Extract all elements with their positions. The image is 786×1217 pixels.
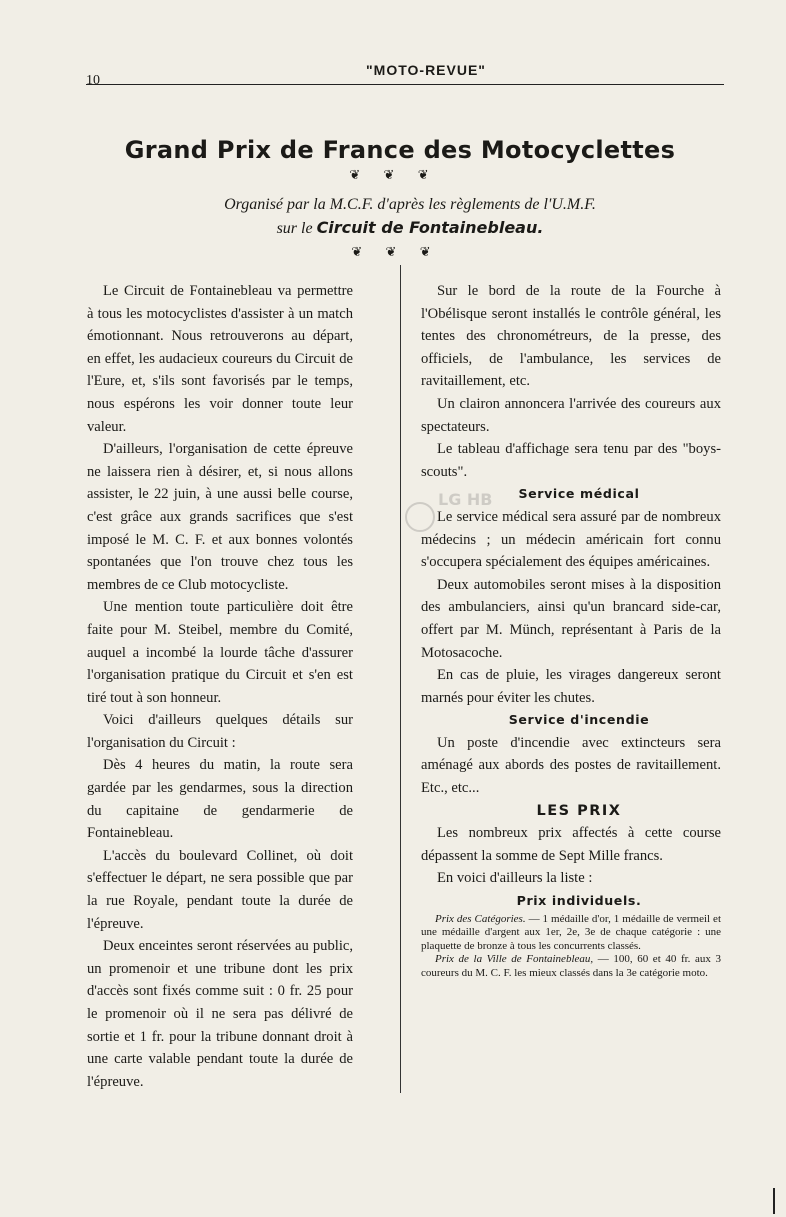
- circuit-prefix: sur le: [276, 220, 313, 237]
- prize-label: Prix de la Ville de Fontainebleau,: [435, 953, 594, 966]
- paragraph: Deux enceintes seront réservées au public, un promenoir et une tribune dont les prix d'accès sont fixés comme suit : 0 fr. 25 pour le promenoir où il ne sera pas délivré de sortie et 1 fr. pour la tribune donnant droit à une carte valable pendant toute la durée de l'épreuve.: [87, 938, 353, 1090]
- subtitle-ornament: ❦ ❦ ❦: [351, 244, 441, 259]
- prizes-heading: LES PRIX: [536, 802, 622, 819]
- medical-heading: Service médical: [518, 486, 640, 502]
- page-number: 10: [86, 73, 100, 88]
- paragraph: D'ailleurs, l'organisation de cette épreuve ne laissera rien à désirer, et, si nous allons assister, le 22 juin, à une aussi belle course, c'est grâce aux grands sacrifices que s'est imposé le M. C. F. et aux bonnes volontés spontanées que l'on trouve chez tous les membres de ce Club motocycliste.: [87, 441, 353, 593]
- prize-item: [421, 953, 721, 980]
- paragraph: Voici d'ailleurs quelques détails sur l'organisation du Circuit :: [87, 712, 353, 751]
- paragraph: Le service médical sera assuré par de nombreux médecins ; un médecin américain fort connu s'occupera spécialement des équipes américaines.: [421, 508, 721, 571]
- paragraph: Le Circuit de Fontainebleau va permettre à tous les motocyclistes d'assister à un match émotionnant. Nous retrouverons au départ, en effet, les audacieux coureurs du Circuit de l'Eure, et, s'ils sont favorisés par le temps, nous espérons les voir donner toute leur valeur.: [87, 283, 353, 435]
- paragraph: Les nombreux prix affectés à cette course dépassent la somme de Sept Mille francs.: [421, 825, 721, 864]
- fire-heading: Service d'incendie: [508, 712, 650, 728]
- paragraph: Un clairon annoncera l'arrivée des coureurs aux spectateurs.: [421, 395, 721, 435]
- prize-text: — 100, 60 et 40 fr. aux 3 coureurs du M. C. F. les mieux classés dans la 3e catégorie moto.: [421, 953, 722, 979]
- prize-list: [421, 913, 721, 981]
- paragraph: Un poste d'incendie avec extincteurs sera aménagé aux abords des postes de ravitaillement. Etc., etc...: [421, 734, 721, 797]
- scan-edge-mark: [773, 1188, 775, 1214]
- paragraph: L'accès du boulevard Collinet, où doit s'effectuer le départ, ne sera possible que par la rue Royale, pendant toute la durée de l'épreuve.: [87, 847, 353, 932]
- prize-text: — 1 médaille d'or, 1 médaille de vermeil et une médaille d'argent aux 1er, 2e, 3e de chaque catégorie : une plaquette de bronze à tous les concurrents classés.: [421, 912, 721, 952]
- header-rule: [86, 84, 724, 85]
- running-title: "MOTO-REVUE": [366, 62, 486, 78]
- right-column: [421, 280, 721, 981]
- watermark-text: LG HB: [438, 490, 493, 509]
- paragraph: Deux automobiles seront mises à la disposition des ambulanciers, ainsi qu'un brancard side-car, offert par M. Münch, représentant à Paris de la Motosacoche.: [421, 576, 721, 661]
- paragraph: En voici d'ailleurs la liste :: [437, 870, 593, 887]
- paragraph: Dès 4 heures du matin, la route sera gardée par les gendarmes, sous la direction du capitaine de gendarmerie de Fontainebleau.: [87, 757, 353, 842]
- title-ornament: ❦ ❦ ❦: [349, 167, 439, 182]
- paragraph: Une mention toute particulière doit être faite pour M. Steibel, membre du Comité, auquel a incombé la lourde tâche d'assurer l'organisation pratique du Circuit et s'en est tiré tout à son honneur.: [87, 599, 353, 706]
- circuit-line: [130, 218, 690, 238]
- prize-label: Prix des Catégories.: [435, 912, 526, 925]
- left-column: [87, 280, 353, 1093]
- paragraph: Sur le bord de la route de la Fourche à l'Obélisque seront installés le contrôle général, les tentes des chronométreurs, de la presse, des officiels, de l'ambulance, les services de ravitaillement, etc.: [421, 283, 721, 390]
- column-divider: [400, 265, 401, 1093]
- article-title: Grand Prix de France des Motocyclettes: [124, 136, 676, 164]
- circuit-name: Circuit de Fontainebleau.: [316, 218, 544, 237]
- individual-prizes-heading: Prix individuels.: [516, 893, 642, 909]
- organizer-line: Organisé par la M.C.F. d'après les règlements de l'U.M.F.: [224, 196, 596, 213]
- page-header: [86, 62, 724, 86]
- watermark-logo: [398, 485, 493, 565]
- paragraph: En cas de pluie, les virages dangereux seront marnés pour éviter les chutes.: [421, 667, 721, 706]
- prize-item: [421, 913, 721, 954]
- paragraph: Le tableau d'affichage sera tenu par des "boys-scouts".: [421, 441, 721, 480]
